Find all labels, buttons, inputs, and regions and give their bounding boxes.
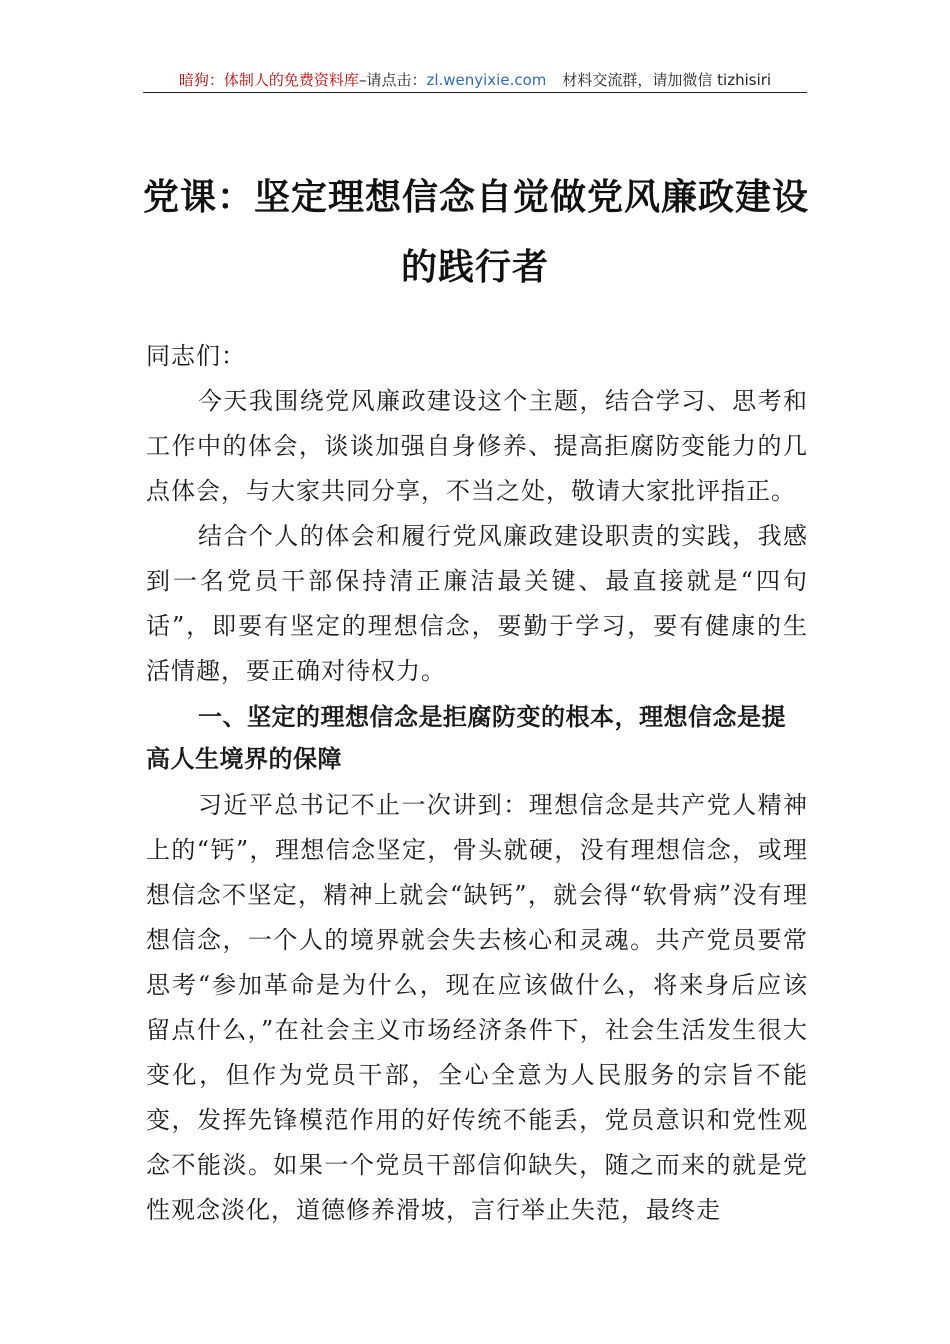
- section-1-paragraph: 习近平总书记不止一次讲到：理想信念是共产党人精神上的“钙”，理想信念坚定，骨头就硬，没有理想信念，或理想信念不坚定，精神上就会“缺钙”，就会得“软骨病”没有理想信念，一个人的境界就会失去核心和灵魂。共产党员要常思考“参加革命是为什么，现在应该做什么，将来身后应该留点什么，”在社会主义市场经济条件下，社会生活发生很大变化，但作为党员干部，全心全意为人民服务的宗旨不能变，发挥先锋模范作用的好传统不能丢，党员意识和党性观念不能淡。如果一个党员干部信仰缺失，随之而来的就是党性观念淡化，道德修养滑坡，言行举止失范，最终走: [146, 791, 808, 1224]
- document-body: [146, 334, 808, 1233]
- wechat-note: 材料交流群，请加微信 tizhisiri: [562, 71, 772, 89]
- title-line-1: 党课：坚定理想信念自觉做党风廉政建设: [143, 176, 810, 218]
- section-1-heading: 一、坚定的理想信念是拒腐防变的根本，理想信念是提高人生境界的保障: [146, 703, 786, 773]
- click-prompt: –请点击：: [358, 71, 427, 89]
- site-name: 暗狗：体制人的免费资料库: [178, 71, 359, 89]
- site-link[interactable]: zl.wenyixie.com: [426, 71, 547, 89]
- document-title: [143, 162, 810, 302]
- title-line-2: 的践行者: [400, 246, 549, 288]
- greeting: 同志们：: [146, 342, 246, 370]
- header-banner: [143, 70, 807, 93]
- paragraph-1: 今天我围绕党风廉政建设这个主题，结合学习、思考和工作中的体会，谈谈加强自身修养、提高拒腐防变能力的几点体会，与大家共同分享，不当之处，敬请大家批评指正。: [146, 387, 808, 505]
- paragraph-2: 结合个人的体会和履行党风廉政建设职责的实践，我感到一名党员干部保持清正廉洁最关键、最直接就是“四句话”，即要有坚定的理想信念，要勤于学习，要有健康的生活情趣，要正确对待权力。: [146, 522, 808, 685]
